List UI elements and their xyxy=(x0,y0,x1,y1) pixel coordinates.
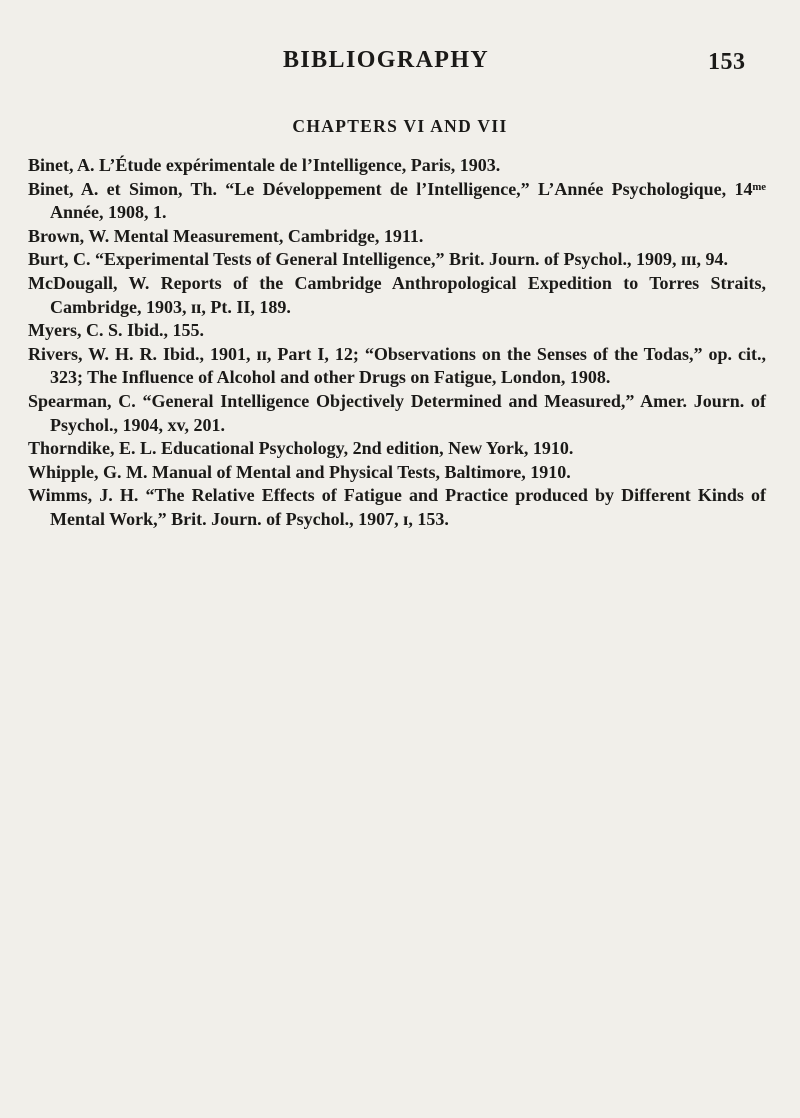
bibliography-entry: Burt, C. “Experimental Tests of General Intelligence,” Brit. Journ. of Psychol., 1909, ɪɪɪ, 94. xyxy=(28,249,728,270)
bibliography-entry: Binet, A. et Simon, Th. “Le Développement de l’Intelligence,” L’Année Psychologique, 14ᵐᵉ Année, 1908, 1. xyxy=(28,178,766,223)
running-head xyxy=(0,47,800,83)
bibliography-entry: Brown, W. Mental Measurement, Cambridge, 1911. xyxy=(28,225,424,246)
section-heading: CHAPTERS VI AND VII xyxy=(292,116,508,136)
bibliography-entry: Rivers, W. H. R. Ibid., 1901, ɪɪ, Part I, 12; “Observations on the Senses of the Todas,” op. cit., 323; The Influence of Alcohol and other Drugs on Fatigue, London, 1908. xyxy=(28,343,766,388)
bibliography-entry: Whipple, G. M. Manual of Mental and Physical Tests, Baltimore, 1910. xyxy=(28,461,571,482)
bibliography-entry: Thorndike, E. L. Educational Psychology, 2nd edition, New York, 1910. xyxy=(28,438,574,459)
page-number: 153 xyxy=(708,49,746,75)
running-title: BIBLIOGRAPHY xyxy=(283,47,490,73)
bibliography-entry: Binet, A. L’Étude expérimentale de l’Intelligence, Paris, 1903. xyxy=(28,155,501,175)
bibliography-list xyxy=(28,154,766,532)
bibliography-entry: Spearman, C. “General Intelligence Objectively Determined and Measured,” Amer. Journ. of Psychol., 1904, xv, 201. xyxy=(28,390,766,435)
bibliography-entry: McDougall, W. Reports of the Cambridge Anthropological Expedition to Torres Straits, Cambridge, 1903, ɪɪ, Pt. II, 189. xyxy=(28,272,766,317)
bibliography-entry: Wimms, J. H. “The Relative Effects of Fatigue and Practice produced by Different Kinds of Mental Work,” Brit. Journ. of Psychol., 1907, ɪ, 153. xyxy=(28,485,766,529)
bibliography-entry: Myers, C. S. Ibid., 155. xyxy=(28,320,205,341)
